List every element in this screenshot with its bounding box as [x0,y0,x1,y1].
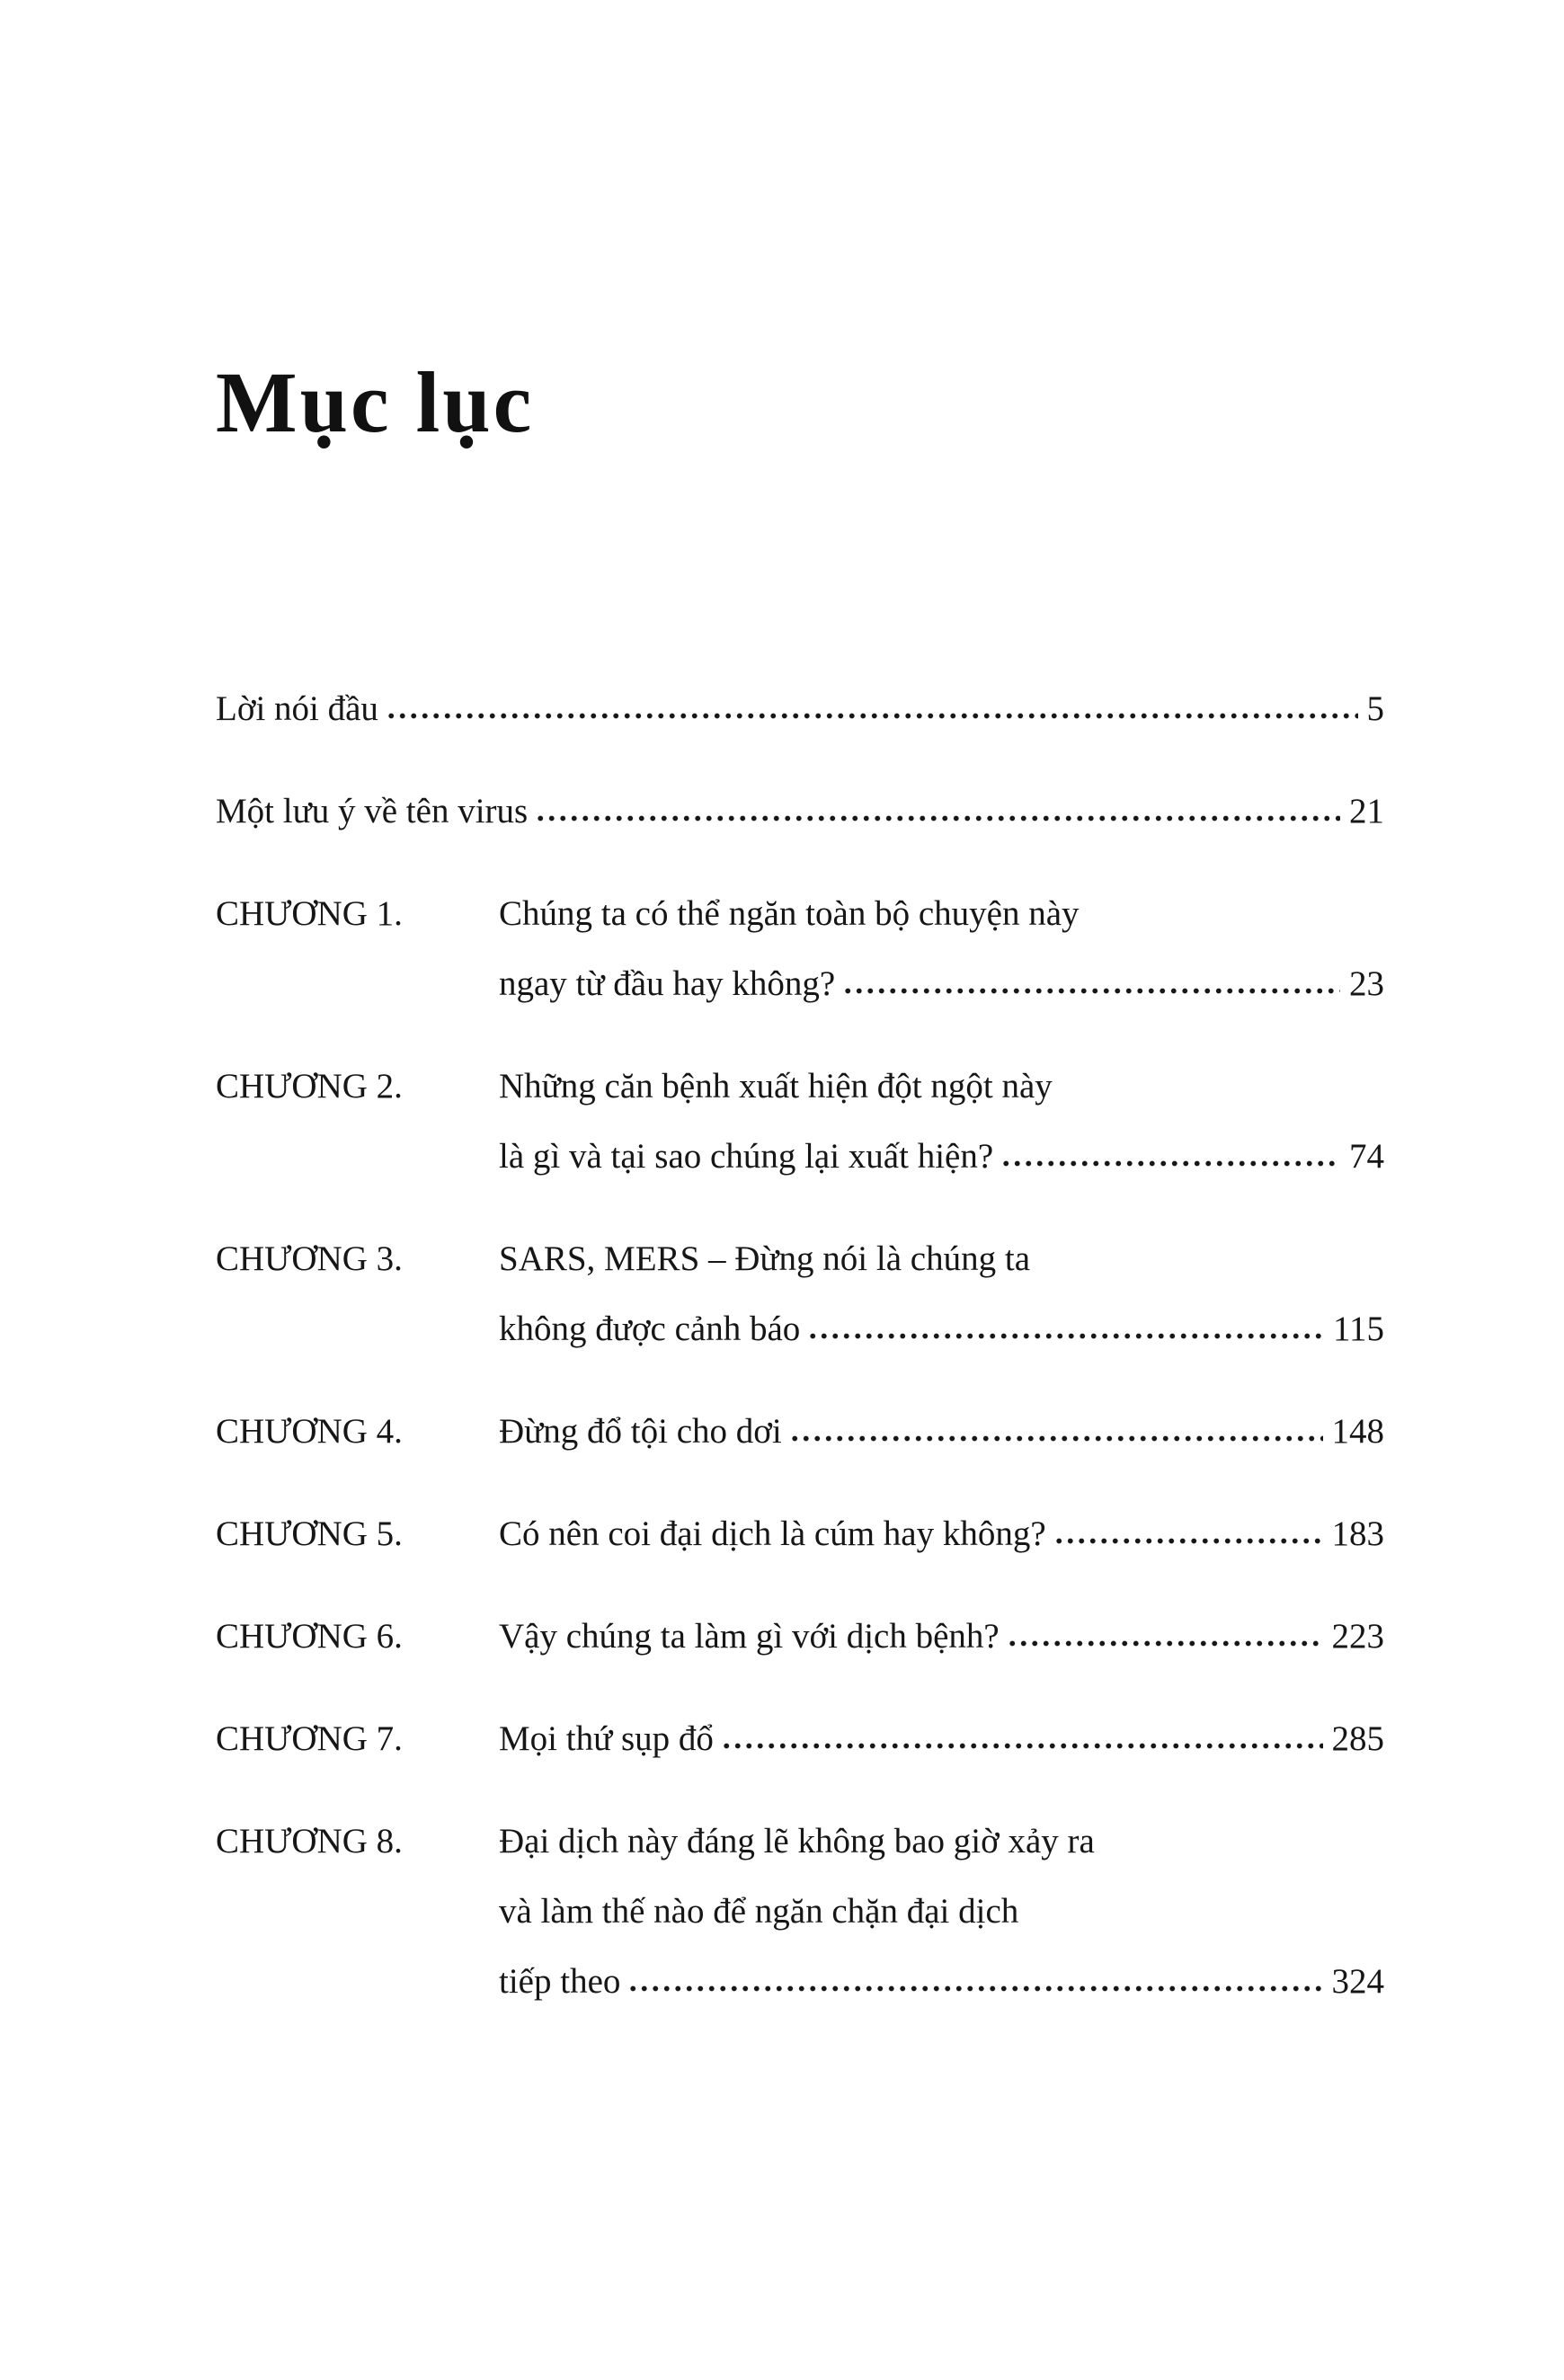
entry-title: Đừng đổ tội cho dơi [499,1412,782,1451]
dot-leader [807,1332,1324,1340]
page-number: 183 [1331,1514,1384,1553]
entry-title-line: Những căn bệnh xuất hiện đột ngột này [499,1067,1053,1106]
chapter-label: CHƯƠNG 3. [216,1239,403,1278]
entry-title: Lời nói đầu [216,689,378,728]
toc-entry [216,1704,1384,1774]
dot-leader [842,987,1340,995]
dot-leader [721,1742,1323,1750]
entry-title: Mọi thứ sụp đổ [499,1719,714,1758]
chapter-label: CHƯƠNG 7. [216,1719,403,1758]
dot-leader [1053,1537,1323,1545]
chapter-label: CHƯƠNG 1. [216,894,403,933]
table-of-contents [216,674,1384,2017]
dot-leader [627,1985,1322,1993]
entry-title-line: Đại dịch này đáng lẽ không bao giờ xảy ra [499,1822,1095,1860]
dot-leader [1000,1159,1340,1168]
page-number: 21 [1349,792,1384,830]
chapter-label: CHƯƠNG 2. [216,1067,403,1106]
entry-title-line: và làm thế nào để ngăn chặn đại dịch [499,1892,1019,1931]
toc-entry [216,879,1384,1019]
entry-title-line: Chúng ta có thể ngăn toàn bộ chuyện này [499,894,1080,933]
entry-title: Một lưu ý về tên virus [216,792,529,830]
entry-title-line: tiếp theo [499,1962,621,2001]
chapter-label: CHƯƠNG 4. [216,1412,403,1451]
toc-entry [216,1807,1384,2017]
page-number: 5 [1366,689,1384,728]
chapter-label: CHƯƠNG 6. [216,1617,403,1656]
entry-title-line: không được cảnh báo [499,1310,801,1348]
toc-entry [216,674,1384,744]
dot-leader [535,814,1340,822]
page-number: 324 [1331,1962,1384,2001]
toc-entry [216,1224,1384,1364]
page-number: 148 [1331,1412,1384,1451]
page-number: 223 [1331,1617,1384,1656]
entry-title-line: là gì và tại sao chúng lại xuất hiện? [499,1137,994,1176]
toc-entry [216,1499,1384,1569]
dot-leader [1007,1639,1323,1647]
page-number: 115 [1332,1310,1384,1348]
chapter-label: CHƯƠNG 5. [216,1514,403,1553]
dot-leader [386,712,1358,720]
page-number: 74 [1349,1137,1384,1176]
page-number: 285 [1331,1719,1384,1758]
entry-title: Vậy chúng ta làm gì với dịch bệnh? [499,1617,1000,1656]
entry-title: Có nên coi đại dịch là cúm hay không? [499,1514,1046,1553]
toc-entry [216,1052,1384,1192]
chapter-label: CHƯƠNG 8. [216,1822,403,1860]
entry-title-line: ngay từ đầu hay không? [499,964,836,1003]
page-number: 23 [1349,964,1384,1003]
toc-entry [216,777,1384,847]
toc-entry [216,1602,1384,1672]
entry-title-line: SARS, MERS – Đừng nói là chúng ta [499,1239,1030,1278]
dot-leader [789,1434,1323,1443]
page-title: Mục lục [216,354,535,450]
toc-entry [216,1397,1384,1467]
